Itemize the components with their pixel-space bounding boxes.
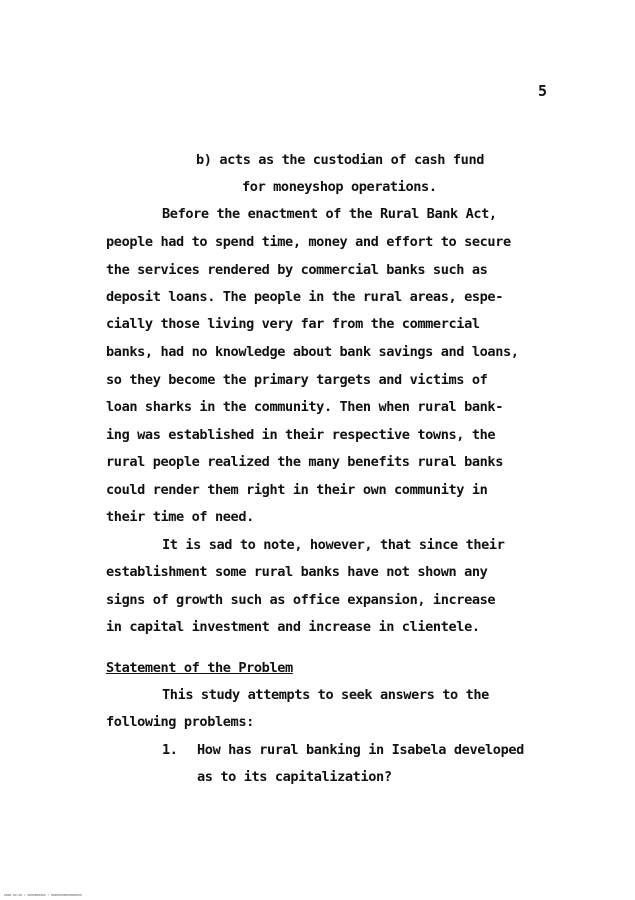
item-b-line-2: for moneyshop operations. [242, 179, 437, 195]
paragraph-1-line-8: loan sharks in the community. Then when rural bank- [106, 399, 503, 415]
paragraph-1-line-9: ing was established in their respective towns, the [106, 427, 496, 443]
microfilm-footer-mark: 0000-00-00 / 0000000000 / 00000000000000000 [4, 893, 82, 897]
page-number: 5 [538, 82, 548, 100]
paragraph-1-line-10: rural people realized the many benefits rural banks [106, 454, 503, 470]
problem-1-number: 1. [162, 742, 178, 758]
paragraph-2-line-4: in capital investment and increase in clientele. [106, 619, 480, 635]
paragraph-1-line-1: Before the enactment of the Rural Bank Act, [162, 206, 497, 222]
paragraph-2-line-3: signs of growth such as office expansion, increase [106, 592, 496, 608]
paragraph-1-line-2: people had to spend time, money and effort to secure [106, 234, 511, 250]
paragraph-1-line-11: could render them right in their own community in [106, 482, 488, 498]
paragraph-1-line-5: cially those living very far from the commercial [106, 316, 480, 332]
problem-intro-line-2: following problems: [106, 714, 254, 730]
problem-1-line-2: as to its capitalization? [197, 769, 392, 785]
paragraph-1-line-7: so they become the primary targets and victims of [106, 372, 488, 388]
paragraph-2-line-1: It is sad to note, however, that since their [162, 537, 505, 553]
problem-intro-line-1: This study attempts to seek answers to the [162, 687, 489, 703]
paragraph-1-line-3: the services rendered by commercial banks such as [106, 262, 488, 278]
problem-1-line-1: How has rural banking in Isabela developed [197, 742, 524, 758]
item-b-line-1: b) acts as the custodian of cash fund [196, 152, 485, 168]
paragraph-1-line-4: deposit loans. The people in the rural areas, espe- [106, 289, 503, 305]
paragraph-1-line-6: banks, had no knowledge about bank savings and loans, [106, 344, 519, 360]
paragraph-2-line-2: establishment some rural banks have not shown any [106, 564, 488, 580]
paragraph-1-line-12: their time of need. [106, 509, 254, 525]
section-heading: Statement of the Problem [106, 660, 293, 676]
